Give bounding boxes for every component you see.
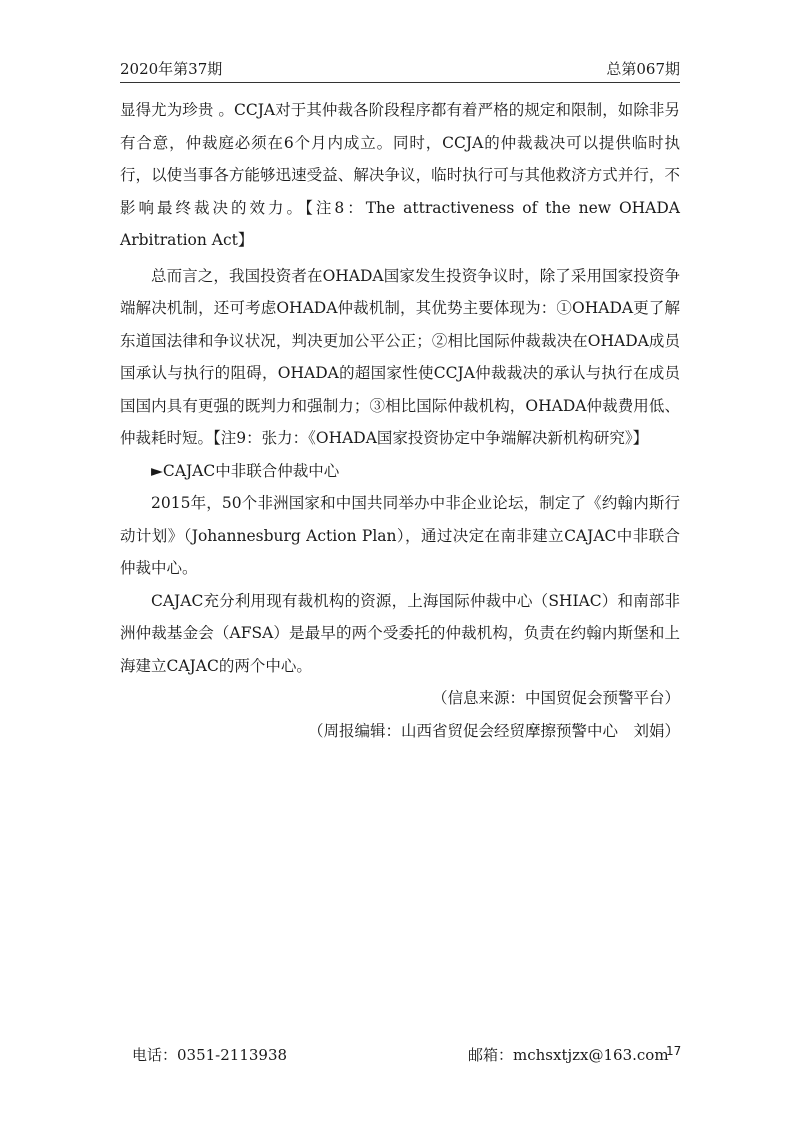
- section-heading-cajac: ►CAJAC中非联合仲裁中心: [151, 461, 340, 480]
- paragraph-cajac-resources: CAJAC充分利用现有裁机构的资源，上海国际仲裁中心（SHIAC）和南部非洲仲裁基金会（AFSA）是最早的两个受委托的仲裁机构，负责在约翰内斯堡和上海建立CAJAC的两个中心。: [120, 591, 680, 675]
- paragraph-cajac-founding: 2015年，50个非洲国家和中国共同举办中非企业论坛，制定了《约翰内斯行动计划》（Johannesburg Action Plan），通过决定在南非建立CAJAC中非联合仲裁中心。: [120, 494, 680, 577]
- paragraph-summary: 总而言之，我国投资者在OHADA国家发生投资争议时，除了采用国家投资争端解决机制，还可考虑OHADA仲裁机制，其优势主要体现为：①OHADA更了解东道国法律和争议状况，判决更加公平公正；②相比国际仲裁裁决在OHADA成员国承认与执行的阻碍，OHADA的超国家性使CCJA仲裁裁决的承认与执行在成员国国内具有更强的既判力和强制力；③相比国际仲裁机构，OHADA仲裁费用低、仲裁耗时短。【注9：张力：《OHADA国家投资协定中争端解决新机构研究》】: [120, 266, 680, 447]
- issue-number: 2020年第37期: [120, 60, 223, 78]
- footer-phone: 电话：0351-2113938: [132, 1046, 288, 1064]
- page-number: 17: [666, 1044, 682, 1058]
- article-body: [120, 94, 680, 747]
- paragraph-ccja-arbitration: 显得尤为珍贵 。CCJA对于其仲裁各阶段程序都有着严格的规定和限制，如除非另有合意，仲裁庭必须在6个月内成立。同时，CCJA的仲裁裁决可以提供临时执行，以使当事各方能够迅速受益、解决争议，临时执行可与其他救济方式并行，不影响最终裁决的效力。【注8：The attractiveness of the new OHADA Arbitration Act】: [120, 101, 680, 249]
- page-header: [120, 58, 680, 83]
- editor-credit: （周报编辑：山西省贸促会经贸摩擦预警中心 刘娟）: [307, 721, 680, 740]
- footer-email: 邮箱：mchsxtjzx@163.com: [468, 1046, 669, 1064]
- info-source: （信息来源：中国贸促会预警平台）: [431, 689, 680, 707]
- page-footer: [120, 1044, 680, 1068]
- total-issue-number: 总第067期: [606, 60, 680, 78]
